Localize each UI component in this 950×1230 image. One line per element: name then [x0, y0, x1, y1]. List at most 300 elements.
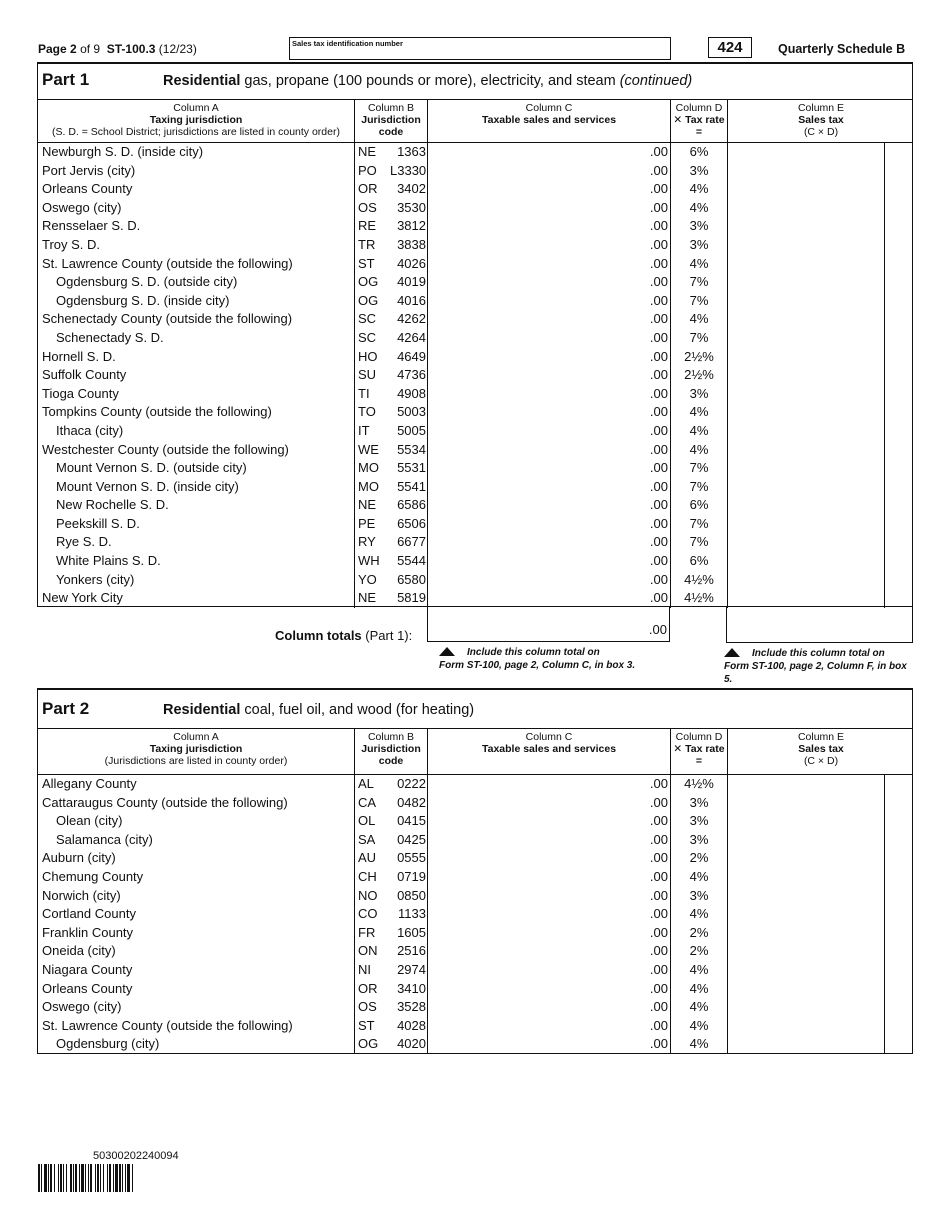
jurisdiction-name: Olean (city) [56, 813, 123, 829]
table-row [38, 831, 912, 850]
jurisdiction-name: Niagara County [42, 961, 133, 977]
jurisdiction-code-number: 2516 [397, 943, 426, 959]
jurisdiction-name: Ogdensburg S. D. (inside city) [56, 292, 230, 308]
jurisdiction-code-prefix: ST [358, 255, 375, 271]
sales-tax-input[interactable] [728, 366, 884, 385]
tax-rate: 7% [689, 460, 709, 476]
sales-tax-input[interactable] [728, 441, 884, 460]
tax-rate: 3% [689, 887, 709, 903]
tax-rate: 4% [689, 404, 709, 420]
jurisdiction-code-prefix: OR [358, 980, 378, 996]
sales-tax-input[interactable] [728, 199, 884, 218]
jurisdiction-name: Yonkers (city) [56, 571, 135, 587]
jurisdiction-code-prefix: HO [358, 348, 378, 364]
sales-tax-input[interactable] [728, 1017, 884, 1036]
table-row [38, 180, 912, 199]
table-row [38, 887, 912, 906]
part-2-rows [38, 775, 912, 1054]
tax-rate: 3% [689, 831, 709, 847]
tax-rate: 7% [689, 274, 709, 290]
jurisdiction-code-number: 4020 [397, 1036, 426, 1052]
jurisdiction-code-number: 4649 [397, 348, 426, 364]
sales-tax-input[interactable] [728, 849, 884, 868]
jurisdiction-name: Rye S. D. [56, 534, 112, 550]
taxable-sales-input[interactable]: .00 [649, 850, 668, 866]
jurisdiction-code-number: 0850 [397, 887, 426, 903]
column-c-header: Column C Taxable sales and services [481, 102, 617, 126]
taxable-sales-input[interactable]: .00 [649, 961, 668, 977]
taxable-sales-input[interactable]: .00 [649, 924, 668, 940]
sales-tax-id-field[interactable] [289, 37, 671, 60]
multiply-icon: ✕ [673, 743, 683, 755]
jurisdiction-code-prefix: TO [358, 404, 376, 420]
jurisdiction-code-number: 3838 [397, 236, 426, 252]
tax-rate: 6% [689, 144, 709, 159]
tax-rate: 2% [689, 943, 709, 959]
jurisdiction-name: Port Jervis (city) [42, 162, 136, 178]
form-header [38, 42, 197, 56]
jurisdiction-code-prefix: OR [358, 181, 378, 197]
jurisdiction-code-number: 4264 [397, 329, 426, 345]
column-c-header: Column C Taxable sales and services [481, 731, 617, 755]
sales-tax-input[interactable] [728, 478, 884, 497]
taxable-sales-input[interactable]: .00 [649, 181, 668, 197]
jurisdiction-code-prefix: MO [358, 478, 379, 494]
jurisdiction-name: Oswego (city) [42, 999, 122, 1015]
barcode-number: 50300202240094 [93, 1150, 179, 1162]
sales-tax-input[interactable] [728, 255, 884, 274]
jurisdiction-name: New York City [42, 590, 123, 606]
tax-rate: 4% [689, 999, 709, 1015]
column-a-header: Column A Taxing jurisdiction (S. D. = School District; jurisdictions are listed in county order) [52, 102, 340, 138]
jurisdiction-code-prefix: IT [358, 422, 370, 438]
table-row [38, 143, 912, 162]
sales-tax-input[interactable] [728, 310, 884, 329]
jurisdiction-code-prefix: MO [358, 460, 379, 476]
column-d-header: Column D ✕ Tax rate = [673, 102, 725, 138]
jurisdiction-code-number: 5531 [397, 460, 426, 476]
part-2-title-bar [38, 690, 912, 729]
sales-tax-input[interactable] [728, 905, 884, 924]
table-row [38, 459, 912, 478]
jurisdiction-code-prefix: NE [358, 497, 377, 513]
taxable-sales-input[interactable]: .00 [649, 571, 668, 587]
jurisdiction-code-number: 0482 [397, 794, 426, 810]
equals-icon: = [695, 126, 703, 138]
jurisdiction-code-prefix: RY [358, 534, 376, 550]
tax-rate: 4% [689, 181, 709, 197]
part-2-description: Residential coal, fuel oil, and wood (for heating) [163, 702, 475, 718]
jurisdiction-code-number: 3530 [397, 199, 426, 215]
sales-tax-input[interactable] [728, 571, 884, 590]
tax-rate: 3% [689, 236, 709, 252]
taxable-sales-input[interactable]: .00 [649, 943, 668, 959]
jurisdiction-name: Orleans County [42, 181, 133, 197]
table-row [38, 775, 912, 794]
jurisdiction-code-prefix: AL [358, 776, 374, 791]
taxable-sales-input[interactable]: .00 [649, 813, 668, 829]
taxable-sales-input[interactable]: .00 [649, 162, 668, 178]
table-row [38, 385, 912, 404]
jurisdiction-code-prefix: WH [358, 553, 380, 569]
part-1-column-headers [38, 100, 912, 143]
taxable-sales-input[interactable]: .00 [649, 199, 668, 215]
jurisdiction-name: Salamanca (city) [56, 831, 153, 847]
jurisdiction-code-prefix: SC [358, 329, 377, 345]
tax-rate: 7% [689, 534, 709, 550]
jurisdiction-code-prefix: OS [358, 199, 377, 215]
jurisdiction-name: Ogdensburg S. D. (outside city) [56, 274, 238, 290]
taxable-sales-input[interactable]: .00 [649, 367, 668, 383]
column-b-header: Column B Jurisdiction code [361, 102, 421, 138]
taxable-sales-input[interactable]: .00 [649, 553, 668, 569]
table-row [38, 329, 912, 348]
jurisdiction-name: Schenectady County (outside the following) [42, 311, 293, 327]
tax-rate: 6% [689, 497, 709, 513]
taxable-sales-input[interactable]: .00 [649, 478, 668, 494]
taxable-sales-input[interactable]: .00 [649, 590, 668, 606]
table-row [38, 478, 912, 497]
jurisdiction-code-prefix: TI [358, 385, 370, 401]
sales-tax-input[interactable] [728, 942, 884, 961]
up-arrow-icon [439, 647, 455, 656]
jurisdiction-code-number: 4736 [397, 367, 426, 383]
column-e-header: Column E Sales tax (C × D) [797, 731, 845, 767]
taxable-sales-input[interactable]: .00 [649, 348, 668, 364]
taxable-sales-input[interactable]: .00 [649, 292, 668, 308]
tax-rate: 4% [689, 311, 709, 327]
taxable-sales-input[interactable]: .00 [649, 422, 668, 438]
sales-tax-input[interactable] [728, 552, 884, 571]
table-row [38, 924, 912, 943]
sales-tax-id-label: Sales tax identification number [292, 39, 403, 48]
sales-tax-input[interactable] [728, 868, 884, 887]
sales-tax-input[interactable] [728, 217, 884, 236]
table-row [38, 348, 912, 367]
part-1-number: Part 1 [42, 70, 90, 89]
jurisdiction-code-number: 5544 [397, 553, 426, 569]
jurisdiction-name: St. Lawrence County (outside the following) [42, 1017, 293, 1033]
taxable-sales-input[interactable]: .00 [649, 906, 668, 922]
taxable-sales-input[interactable]: .00 [649, 255, 668, 271]
sales-tax-input[interactable] [728, 292, 884, 311]
jurisdiction-code-prefix: PO [358, 162, 377, 178]
sales-tax-input[interactable] [728, 273, 884, 292]
page-of: of 9 [80, 42, 101, 56]
sales-tax-input[interactable] [728, 812, 884, 831]
jurisdiction-code-number: 6580 [397, 571, 426, 587]
jurisdiction-code-prefix: PE [358, 515, 376, 531]
jurisdiction-code-prefix: ON [358, 943, 378, 959]
schedule-number: 424 [708, 37, 752, 58]
sales-tax-input[interactable] [728, 831, 884, 850]
table-row [38, 998, 912, 1017]
jurisdiction-name: Oneida (city) [42, 943, 116, 959]
table-row [38, 905, 912, 924]
tax-rate: 3% [689, 218, 709, 234]
jurisdiction-name: Schenectady S. D. [56, 329, 164, 345]
tax-rate: 6% [689, 553, 709, 569]
part-1-section [37, 62, 913, 607]
table-row [38, 942, 912, 961]
jurisdiction-code-prefix: CH [358, 868, 377, 884]
part-2-number: Part 2 [42, 699, 90, 718]
jurisdiction-name: Peekskill S. D. [56, 515, 140, 531]
jurisdiction-code-number: 3812 [397, 218, 426, 234]
jurisdiction-code-prefix: ST [358, 1017, 375, 1033]
sales-tax-input[interactable] [728, 998, 884, 1017]
up-arrow-icon [724, 648, 740, 657]
taxable-sales-input[interactable]: .00 [649, 497, 668, 513]
jurisdiction-code-number: 1363 [397, 144, 426, 159]
sales-tax-input[interactable] [728, 385, 884, 404]
sales-tax-input[interactable] [728, 236, 884, 255]
jurisdiction-name: Newburgh S. D. (inside city) [42, 144, 204, 159]
jurisdiction-name: Ithaca (city) [56, 422, 124, 438]
table-row [38, 515, 912, 534]
table-row [38, 162, 912, 181]
table-row [38, 533, 912, 552]
tax-rate: 4% [689, 980, 709, 996]
taxable-sales-input[interactable]: .00 [649, 1017, 668, 1033]
jurisdiction-code-number: 6586 [397, 497, 426, 513]
taxable-sales-input[interactable]: .00 [649, 404, 668, 420]
taxable-sales-input[interactable]: .00 [649, 218, 668, 234]
jurisdiction-name: Oswego (city) [42, 199, 122, 215]
jurisdiction-name: White Plains S. D. [56, 553, 161, 569]
tax-rate: 4½% [684, 590, 714, 606]
jurisdiction-name: Ogdensburg (city) [56, 1036, 160, 1052]
jurisdiction-name: Rensselaer S. D. [42, 218, 141, 234]
part-2-section [37, 688, 913, 1054]
table-row [38, 199, 912, 218]
tax-rate: 7% [689, 292, 709, 308]
jurisdiction-code-prefix: SA [358, 831, 376, 847]
jurisdiction-name: New Rochelle S. D. [56, 497, 169, 513]
jurisdiction-code-prefix: CA [358, 794, 377, 810]
jurisdiction-code-number: 6506 [397, 515, 426, 531]
tax-rate: 4½% [684, 776, 714, 791]
jurisdiction-code-number: 0719 [397, 868, 426, 884]
taxable-sales-input[interactable]: .00 [649, 441, 668, 457]
page-label: Page [38, 42, 67, 56]
equals-icon: = [695, 755, 703, 767]
jurisdiction-code-prefix: TR [358, 236, 376, 252]
jurisdiction-code-number: 4028 [397, 1017, 426, 1033]
jurisdiction-code-number: 3410 [397, 980, 426, 996]
jurisdiction-code-prefix: OG [358, 274, 379, 290]
taxable-sales-input[interactable]: .00 [649, 311, 668, 327]
table-row [38, 217, 912, 236]
jurisdiction-code-prefix: OL [358, 813, 376, 829]
sales-tax-input[interactable] [728, 143, 884, 162]
taxable-sales-input[interactable]: .00 [649, 999, 668, 1015]
jurisdiction-code-number: 3402 [397, 181, 426, 197]
jurisdiction-name: Tioga County [42, 385, 119, 401]
tax-rate: 7% [689, 515, 709, 531]
sales-tax-input[interactable] [728, 533, 884, 552]
taxable-sales-input[interactable]: .00 [649, 776, 668, 791]
tax-rate: 4% [689, 868, 709, 884]
jurisdiction-code-number: 1133 [398, 906, 426, 922]
jurisdiction-code-prefix: OG [358, 292, 379, 308]
table-row [38, 812, 912, 831]
jurisdiction-name: Westchester County (outside the following) [42, 441, 289, 457]
taxable-sales-input[interactable]: .00 [649, 329, 668, 345]
column-e-total-note: Include this column total on Form ST-100, page 2, Column F, in box 5. [724, 648, 907, 685]
jurisdiction-code-prefix: RE [358, 218, 377, 234]
taxable-sales-input[interactable]: .00 [649, 868, 668, 884]
jurisdiction-code-number: 0222 [397, 776, 426, 791]
jurisdiction-code-number: 0415 [397, 813, 426, 829]
sales-tax-input[interactable] [728, 1035, 884, 1054]
jurisdiction-code-number: 5541 [397, 478, 426, 494]
jurisdiction-code-number: 5819 [397, 590, 426, 606]
column-e-total-field[interactable] [726, 606, 913, 643]
jurisdiction-code-prefix: FR [358, 924, 376, 940]
sales-tax-input[interactable] [728, 887, 884, 906]
jurisdiction-code-prefix: OS [358, 999, 377, 1015]
taxable-sales-input[interactable]: .00 [649, 274, 668, 290]
sales-tax-input[interactable] [728, 162, 884, 181]
jurisdiction-name: St. Lawrence County (outside the following) [42, 255, 293, 271]
tax-rate: 2½% [684, 348, 714, 364]
taxable-sales-input[interactable]: .00 [649, 980, 668, 996]
tax-rate: 4½% [684, 571, 714, 587]
jurisdiction-code-prefix: WE [358, 441, 379, 457]
jurisdiction-name: Chemung County [42, 868, 144, 884]
jurisdiction-code-prefix: NE [358, 590, 377, 606]
taxable-sales-input[interactable]: .00 [649, 831, 668, 847]
table-row [38, 1035, 912, 1054]
column-c-total-value: .00 [648, 622, 667, 637]
sales-tax-input[interactable] [728, 496, 884, 515]
page-number: 2 [70, 42, 77, 56]
sales-tax-input[interactable] [728, 459, 884, 478]
tax-rate: 2% [689, 924, 709, 940]
table-row [38, 1017, 912, 1036]
tax-rate: 2% [689, 850, 709, 866]
jurisdiction-code-number: 0425 [397, 831, 426, 847]
schedule-title: Quarterly Schedule B [778, 42, 906, 56]
jurisdiction-code-prefix: OG [358, 1036, 379, 1052]
part-1-title-bar [38, 64, 912, 100]
taxable-sales-input[interactable]: .00 [649, 794, 668, 810]
jurisdiction-code-prefix: SU [358, 367, 377, 383]
table-row [38, 310, 912, 329]
jurisdiction-code-number: 5005 [397, 422, 426, 438]
jurisdiction-name: Allegany County [42, 776, 137, 791]
table-row [38, 292, 912, 311]
jurisdiction-name: Suffolk County [42, 367, 127, 383]
tax-rate: 3% [689, 813, 709, 829]
jurisdiction-name: Orleans County [42, 980, 133, 996]
jurisdiction-name: Mount Vernon S. D. (inside city) [56, 478, 239, 494]
table-row [38, 422, 912, 441]
multiply-icon: ✕ [673, 114, 683, 126]
jurisdiction-code-prefix: SC [358, 311, 377, 327]
jurisdiction-code-prefix: NO [358, 887, 378, 903]
jurisdiction-name: Franklin County [42, 924, 134, 940]
tax-rate: 4% [689, 441, 709, 457]
table-row [38, 273, 912, 292]
jurisdiction-code-number: L3330 [390, 162, 427, 178]
column-c-total-field[interactable] [427, 606, 670, 642]
tax-rate: 4% [689, 906, 709, 922]
part-1-rows [38, 143, 912, 608]
tax-rate: 4% [689, 1017, 709, 1033]
tax-rate: 7% [689, 478, 709, 494]
jurisdiction-name: Hornell S. D. [42, 348, 116, 364]
jurisdiction-code-number: 3528 [397, 999, 426, 1015]
jurisdiction-code-number: 0555 [397, 850, 426, 866]
taxable-sales-input[interactable]: .00 [649, 236, 668, 252]
column-a-header: Column A Taxing jurisdiction (Jurisdictions are listed in county order) [104, 731, 288, 767]
tax-rate: 4% [689, 961, 709, 977]
table-row [38, 868, 912, 887]
jurisdiction-code-number: 4908 [397, 385, 426, 401]
taxable-sales-input[interactable]: .00 [649, 144, 668, 159]
tax-rate: 3% [689, 794, 709, 810]
jurisdiction-name: Mount Vernon S. D. (outside city) [56, 460, 247, 476]
sales-tax-input[interactable] [728, 329, 884, 348]
sales-tax-input[interactable] [728, 775, 884, 794]
sales-tax-input[interactable] [728, 980, 884, 999]
tax-rate: 7% [689, 329, 709, 345]
jurisdiction-code-number: 4016 [397, 292, 426, 308]
taxable-sales-input[interactable]: .00 [649, 887, 668, 903]
tax-rate: 4% [689, 199, 709, 215]
jurisdiction-code-prefix: AU [358, 850, 377, 866]
sales-tax-input[interactable] [728, 515, 884, 534]
tax-rate: 3% [689, 162, 709, 178]
jurisdiction-name: Norwich (city) [42, 887, 121, 903]
taxable-sales-input[interactable]: .00 [649, 534, 668, 550]
barcode-image [38, 1164, 248, 1192]
column-b-header: Column B Jurisdiction code [361, 731, 421, 767]
sales-tax-input[interactable] [728, 961, 884, 980]
form-date: (12/23) [158, 42, 197, 56]
taxable-sales-input[interactable]: .00 [649, 460, 668, 476]
table-row [38, 961, 912, 980]
column-d-header: Column D ✕ Tax rate = [673, 731, 725, 767]
taxable-sales-input[interactable]: .00 [649, 385, 668, 401]
sales-tax-input[interactable] [728, 924, 884, 943]
table-row [38, 980, 912, 999]
taxable-sales-input[interactable]: .00 [649, 1036, 668, 1052]
sales-tax-input[interactable] [728, 180, 884, 199]
table-row [38, 366, 912, 385]
jurisdiction-name: Tompkins County (outside the following) [42, 404, 272, 420]
sales-tax-input[interactable] [728, 403, 884, 422]
tax-rate: 4% [689, 422, 709, 438]
table-row [38, 255, 912, 274]
jurisdiction-code-prefix: CO [358, 906, 378, 922]
table-row [38, 571, 912, 590]
tax-rate: 4% [689, 255, 709, 271]
sales-tax-input[interactable] [728, 422, 884, 441]
jurisdiction-code-number: 4026 [397, 255, 426, 271]
jurisdiction-name: Cortland County [42, 906, 136, 922]
jurisdiction-name: Cattaraugus County (outside the following) [42, 794, 288, 810]
column-e-header: Column E Sales tax (C × D) [797, 102, 845, 138]
sales-tax-input[interactable] [728, 348, 884, 367]
table-row [38, 441, 912, 460]
taxable-sales-input[interactable]: .00 [649, 515, 668, 531]
sales-tax-input[interactable] [728, 794, 884, 813]
jurisdiction-code-number: 1605 [397, 924, 426, 940]
tax-rate: 3% [689, 385, 709, 401]
